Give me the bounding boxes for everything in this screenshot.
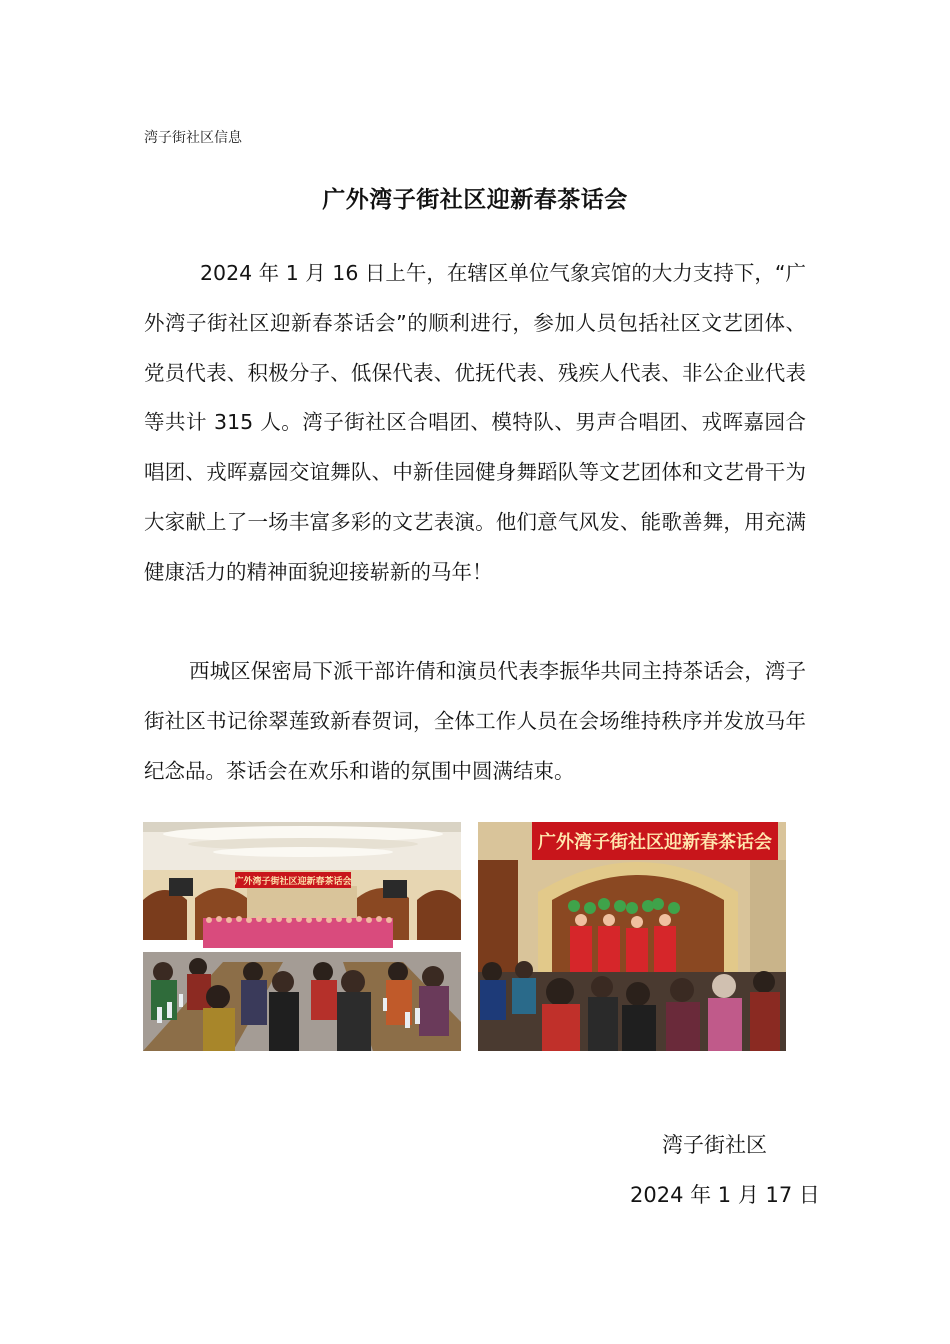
header-label: 湾子街社区信息 bbox=[144, 130, 242, 146]
page-title: 广外湾子街社区迎新春茶话会 bbox=[322, 187, 628, 213]
paragraph-event-hosts: 西城区保密局下派干部许倩和演员代表李振华共同主持茶话会，湾子街社区书记徐翠莲致新春贺词，全体工作人员在会场维持秩序并发放马年纪念品。茶话会在欢乐和谐的氛围中圆满结束。 bbox=[144, 659, 806, 783]
event-photo-stage bbox=[478, 822, 786, 1051]
signature-organization: 湾子街社区 bbox=[662, 1133, 767, 1157]
stage-banner-text: 广外湾子街社区迎新春茶话会 bbox=[538, 832, 772, 853]
event-photo-hall bbox=[143, 822, 461, 1051]
paragraph-event-summary: 2024 年 1 月 16 日上午，在辖区单位气象宾馆的大力支持下，“广外湾子街社区迎新春茶话会”的顺利进行，参加人员包括社区文艺团体、党员代表、积极分子、低保代表、优抚代表、残疾人代表、非公企业代表等共计 315 人。湾子街社区合唱团、模特队、男声合唱团、戎晖嘉园合唱团、戎晖嘉园交谊舞队、中新佳园健身舞蹈队等文艺团体和文艺骨干为大家献上了一场丰富多彩的文艺表演。他们意气风发、能歌善舞，用充满健康活力的精神面貌迎接崭新的马年！ bbox=[144, 261, 806, 584]
hall-banner-text: 广外湾子街社区迎新春茶话会 bbox=[234, 877, 352, 887]
signature-date: 2024 年 1 月 17 日 bbox=[630, 1183, 820, 1207]
